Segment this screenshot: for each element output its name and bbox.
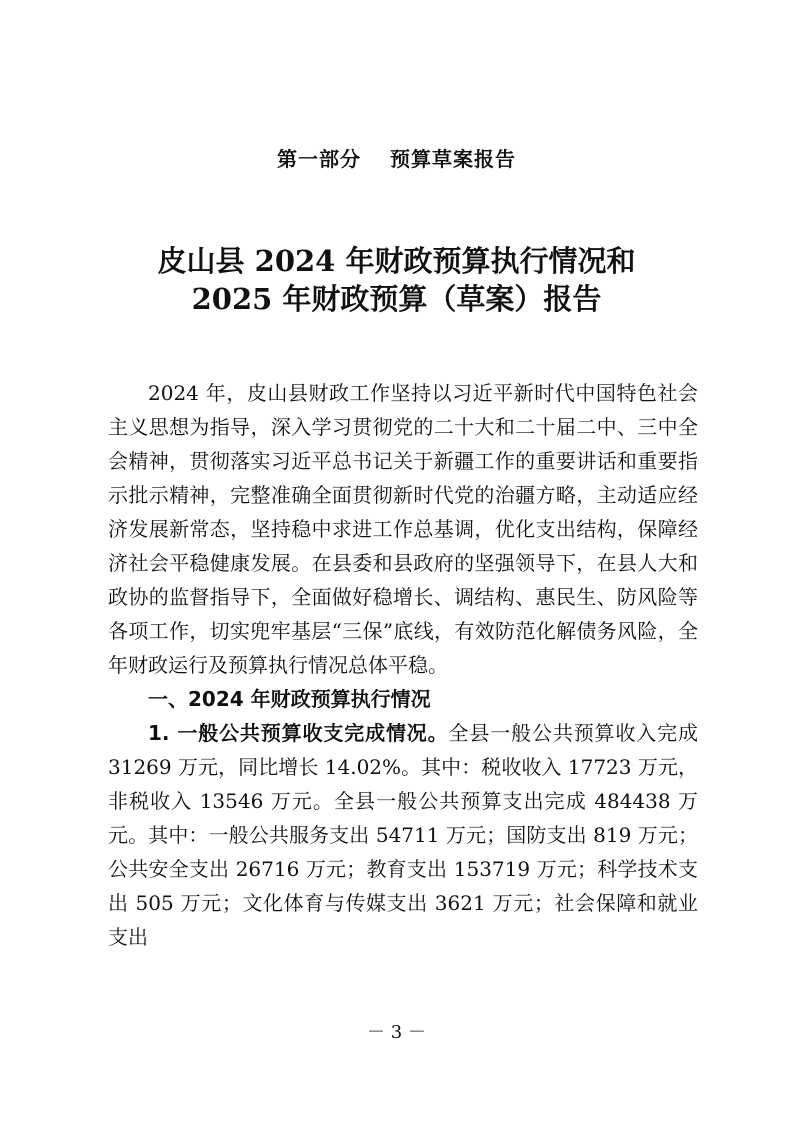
part-heading: 第一部分 预算草案报告 — [277, 147, 516, 171]
subsection-paragraph — [108, 716, 698, 954]
subsection-text: 全县一般公共预算收入完成 31269 万元，同比增长 14.02%。其中：税收收入 17723 万元，非税收入 13546 万元。全县一般公共预算支出完成 484438 万元。其中：一般公共服务支出 54711 万元；国防支出 819 万元；公共安全支出 26716 万元；教育支出 153719 万元；科学技术支出 505 万元；文化体育与传媒支出 3621 万元；社会保障和就业支出 — [108, 721, 698, 949]
report-title-line-2: 2025 年财政预算（草案）报告 — [191, 282, 602, 316]
page-number: － 3 － — [367, 1022, 426, 1043]
intro-paragraph: 2024 年，皮山县财政工作坚持以习近平新时代中国特色社会主义思想为指导，深入学习贯彻党的二十大和二十届二中、三中全会精神，贯彻落实习近平总书记关于新疆工作的重要讲话和重要指示批示精神，完整准确全面贯彻新时代党的治疆方略，主动适应经济发展新常态，坚持稳中求进工作总基调，优化支出结构，保障经济社会平稳健康发展。在县委和县政府的坚强领导下，在县人大和政协的监督指导下，全面做好稳增长、调结构、惠民生、防风险等各项工作，切实兜牢基层“三保”底线，有效防范化解债务风险，全年财政运行及预算执行情况总体平稳。 — [108, 381, 698, 677]
report-title — [0, 242, 793, 318]
subsection-lead: 1. 一般公共预算收支完成情况。 — [148, 721, 449, 745]
section-heading: 一、2024 年财政预算执行情况 — [148, 687, 431, 711]
report-title-line-1: 皮山县 2024 年财政预算执行情况和 — [157, 244, 636, 278]
report-body — [108, 376, 698, 954]
